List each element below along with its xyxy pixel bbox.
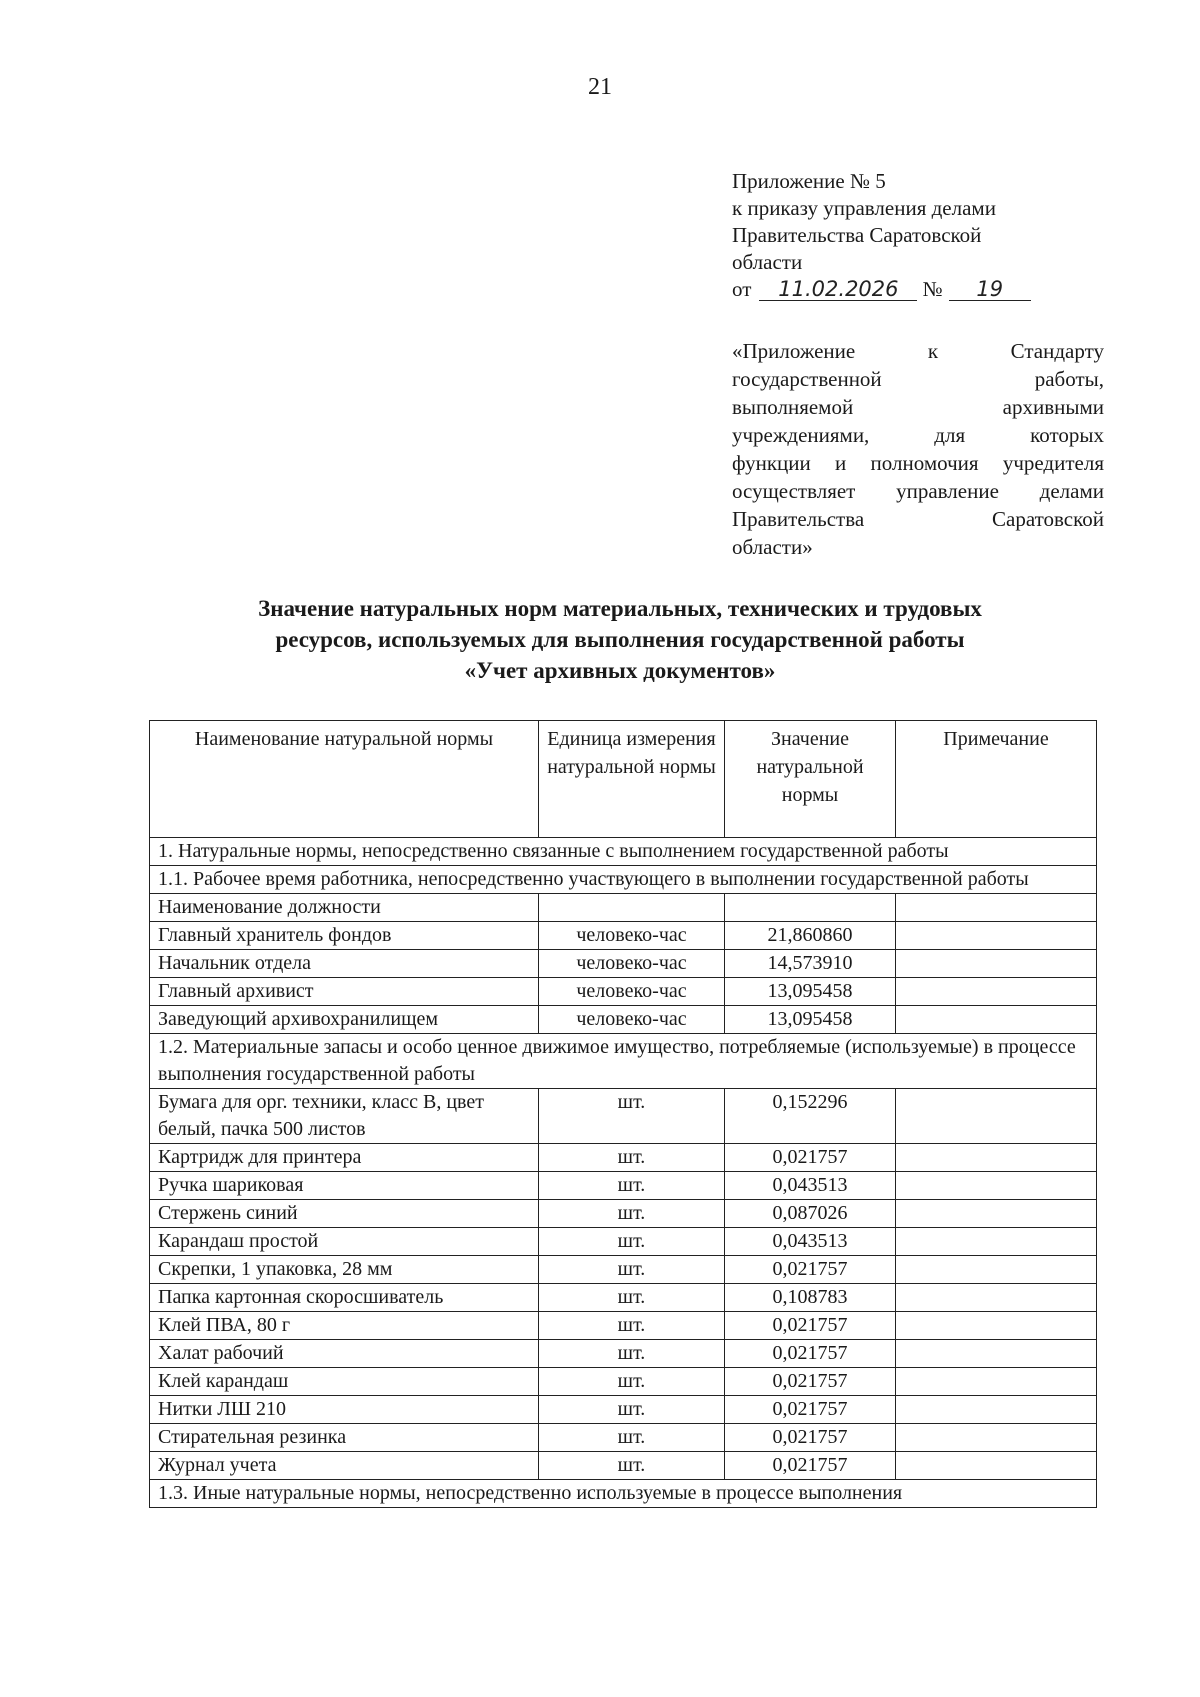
page-number: 21 — [588, 74, 612, 100]
appendix-line: к приказу управления делами — [732, 196, 996, 220]
table-row — [150, 1089, 1097, 1144]
header-note: Примечание — [896, 721, 1097, 838]
section-1: 1. Натуральные нормы, непосредственно связанные с выполнением государственной работы — [150, 838, 1097, 866]
row-name: Клей ПВА, 80 г — [150, 1312, 539, 1340]
row-unit: шт. — [539, 1089, 725, 1144]
row-value: 13,095458 — [725, 978, 896, 1006]
row-note — [896, 1424, 1097, 1452]
row-value: 0,043513 — [725, 1172, 896, 1200]
position-label: Наименование должности — [150, 894, 539, 922]
title-line: Значение натуральных норм материальных, технических и трудовых — [258, 596, 982, 621]
appendix-line: области — [732, 250, 803, 274]
row-note — [896, 1340, 1097, 1368]
row-name: Картридж для принтера — [150, 1144, 539, 1172]
header-name: Наименование натуральной нормы — [150, 721, 539, 838]
row-name: Карандаш простой — [150, 1228, 539, 1256]
from-label: от — [732, 277, 752, 301]
appendix-header — [732, 168, 1112, 303]
row-value: 21,860860 — [725, 922, 896, 950]
table-row — [150, 978, 1097, 1006]
standard-line: Правительства Саратовской — [732, 507, 1104, 531]
row-name: Ручка шариковая — [150, 1172, 539, 1200]
empty-cell — [896, 894, 1097, 922]
row-name: Заведующий архивохранилищем — [150, 1006, 539, 1034]
row-value: 0,021757 — [725, 1144, 896, 1172]
standard-line: осуществляет управление делами — [732, 479, 1104, 503]
row-unit: шт. — [539, 1256, 725, 1284]
table-row — [150, 894, 1097, 922]
table-row — [150, 1396, 1097, 1424]
table-row — [150, 1368, 1097, 1396]
table-row — [150, 1424, 1097, 1452]
row-note — [896, 978, 1097, 1006]
row-value: 0,152296 — [725, 1089, 896, 1144]
row-unit: человеко-час — [539, 950, 725, 978]
title-line: «Учет архивных документов» — [464, 658, 776, 683]
row-unit: шт. — [539, 1284, 725, 1312]
row-value: 0,021757 — [725, 1340, 896, 1368]
row-name: Клей карандаш — [150, 1368, 539, 1396]
appendix-line: Правительства Саратовской — [732, 223, 982, 247]
standard-line: «Приложение к Стандарту — [732, 339, 1104, 363]
standard-line: учреждениями, для которых — [732, 423, 1104, 447]
row-note — [896, 950, 1097, 978]
row-value: 14,573910 — [725, 950, 896, 978]
row-value: 0,021757 — [725, 1424, 896, 1452]
row-note — [896, 1089, 1097, 1144]
table-row — [150, 1256, 1097, 1284]
handwritten-number: 19 — [949, 278, 1031, 301]
row-name: Халат рабочий — [150, 1340, 539, 1368]
row-name: Бумага для орг. техники, класс В, цвет белый, пачка 500 листов — [150, 1089, 539, 1144]
table-header-row — [150, 721, 1097, 838]
row-value: 0,043513 — [725, 1228, 896, 1256]
section-row — [150, 866, 1097, 894]
header-value: Значение натуральной нормы — [725, 721, 896, 838]
table-row — [150, 1006, 1097, 1034]
standard-line: выполняемой архивными — [732, 395, 1104, 419]
row-unit: человеко-час — [539, 922, 725, 950]
empty-cell — [725, 894, 896, 922]
norms-table — [149, 720, 1097, 1508]
row-value: 0,021757 — [725, 1452, 896, 1480]
handwritten-date: 11.02.2026 — [759, 278, 917, 301]
title-line: ресурсов, используемых для выполнения государственной работы — [275, 627, 965, 652]
row-unit: человеко-час — [539, 978, 725, 1006]
table-row — [150, 1144, 1097, 1172]
row-note — [896, 1368, 1097, 1396]
row-name: Начальник отдела — [150, 950, 539, 978]
row-note — [896, 1312, 1097, 1340]
row-value: 0,021757 — [725, 1396, 896, 1424]
table-row — [150, 950, 1097, 978]
appendix-line: Приложение № 5 — [732, 169, 886, 193]
row-name: Папка картонная скоросшиватель — [150, 1284, 539, 1312]
row-unit: шт. — [539, 1144, 725, 1172]
number-label: № — [922, 277, 943, 301]
standard-line: государственной работы, — [732, 367, 1104, 391]
empty-cell — [539, 894, 725, 922]
section-row — [150, 838, 1097, 866]
row-name: Главный хранитель фондов — [150, 922, 539, 950]
section-1-2: 1.2. Материальные запасы и особо ценное движимое имущество, потребляемые (используемые) в процессе выполнения государственной работы — [150, 1034, 1097, 1089]
table-row — [150, 1452, 1097, 1480]
header-unit: Единица измерения натуральной нормы — [539, 721, 725, 838]
row-name: Журнал учета — [150, 1452, 539, 1480]
standard-line: области» — [732, 535, 813, 559]
row-value: 0,021757 — [725, 1256, 896, 1284]
row-value: 13,095458 — [725, 1006, 896, 1034]
row-unit: шт. — [539, 1200, 725, 1228]
section-1-1: 1.1. Рабочее время работника, непосредственно участвующего в выполнении государственной работы — [150, 866, 1097, 894]
row-note — [896, 1256, 1097, 1284]
row-unit: шт. — [539, 1452, 725, 1480]
table-row — [150, 1312, 1097, 1340]
section-row — [150, 1480, 1097, 1508]
standard-line: функции и полномочия учредителя — [732, 451, 1104, 475]
row-name: Скрепки, 1 упаковка, 28 мм — [150, 1256, 539, 1284]
table-row — [150, 1284, 1097, 1312]
table-row — [150, 1200, 1097, 1228]
row-note — [896, 1200, 1097, 1228]
table-row — [150, 1172, 1097, 1200]
row-unit: шт. — [539, 1396, 725, 1424]
row-name: Нитки ЛШ 210 — [150, 1396, 539, 1424]
table-row — [150, 1228, 1097, 1256]
section-1-3: 1.3. Иные натуральные нормы, непосредственно используемые в процессе выполнения — [150, 1480, 1097, 1508]
row-note — [896, 1284, 1097, 1312]
row-value: 0,108783 — [725, 1284, 896, 1312]
row-value: 0,021757 — [725, 1368, 896, 1396]
document-title — [150, 593, 1090, 686]
row-unit: шт. — [539, 1368, 725, 1396]
row-note — [896, 1452, 1097, 1480]
standard-reference — [732, 337, 1104, 561]
row-name: Стержень синий — [150, 1200, 539, 1228]
row-note — [896, 1396, 1097, 1424]
order-date-number-line — [732, 276, 1112, 303]
row-unit: шт. — [539, 1424, 725, 1452]
row-unit: шт. — [539, 1312, 725, 1340]
row-unit: шт. — [539, 1340, 725, 1368]
row-name: Стирательная резинка — [150, 1424, 539, 1452]
row-value: 0,087026 — [725, 1200, 896, 1228]
row-name: Главный архивист — [150, 978, 539, 1006]
section-row — [150, 1034, 1097, 1089]
row-note — [896, 1228, 1097, 1256]
row-note — [896, 1172, 1097, 1200]
row-note — [896, 1144, 1097, 1172]
table-row — [150, 922, 1097, 950]
row-value: 0,021757 — [725, 1312, 896, 1340]
row-unit: шт. — [539, 1172, 725, 1200]
row-note — [896, 1006, 1097, 1034]
row-unit: шт. — [539, 1228, 725, 1256]
row-unit: человеко-час — [539, 1006, 725, 1034]
table-row — [150, 1340, 1097, 1368]
row-note — [896, 922, 1097, 950]
